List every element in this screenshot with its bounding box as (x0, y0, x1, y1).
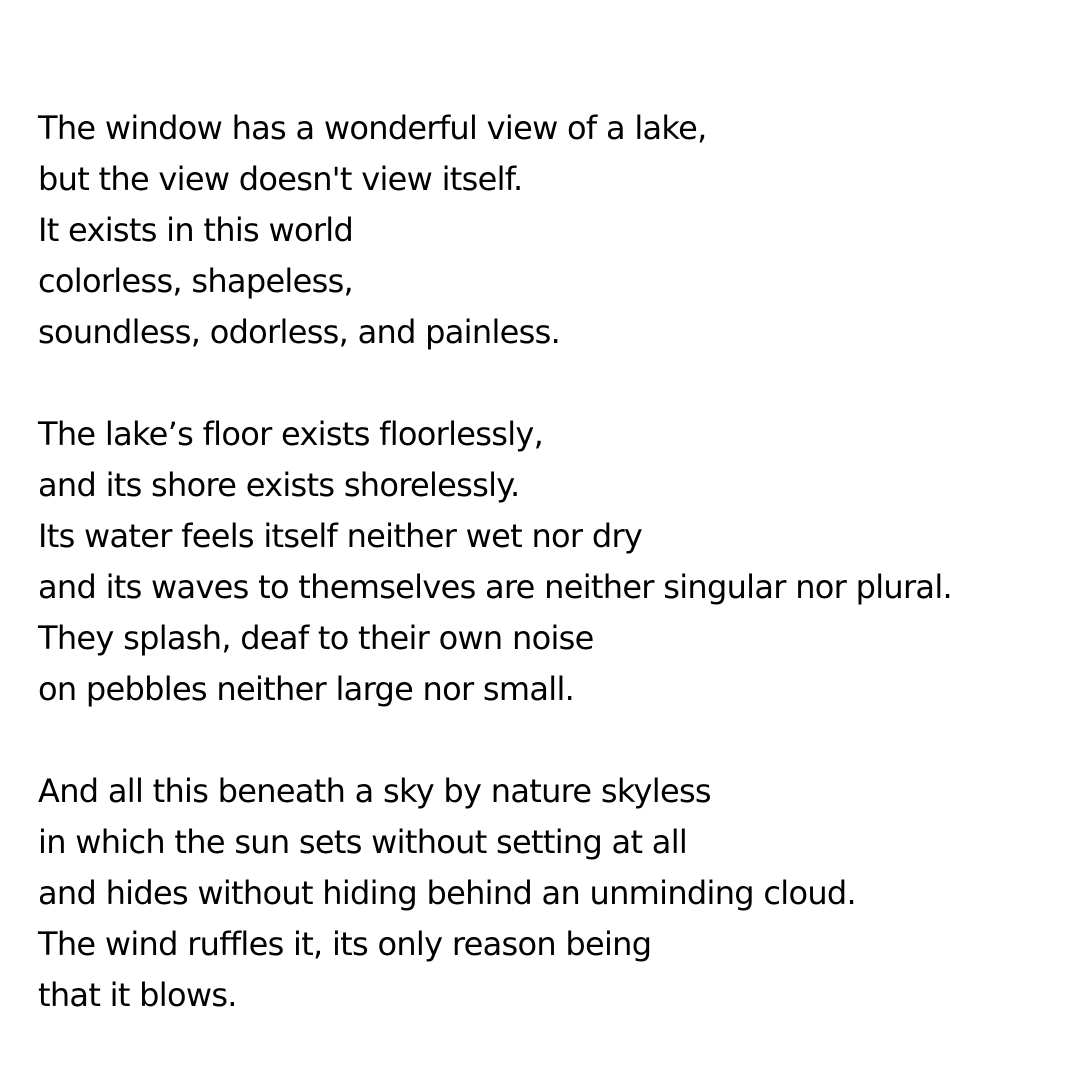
poem-line: soundless, odorless, and painless. (38, 313, 561, 351)
poem-line: on pebbles neither large nor small. (38, 670, 575, 708)
poem-line: It exists in this world (38, 211, 354, 249)
poem-line: And all this beneath a sky by nature skyless (38, 772, 711, 810)
poem (38, 103, 1068, 1021)
poem-line: in which the sun sets without setting at all (38, 823, 688, 861)
stanza-1 (38, 103, 1068, 358)
poem-line: The lake’s floor exists floorlessly, (38, 415, 544, 453)
poem-line: The window has a wonderful view of a lake, (38, 109, 707, 147)
stanza-3 (38, 766, 1068, 1021)
poem-line: They splash, deaf to their own noise (38, 619, 594, 657)
poem-line: that it blows. (38, 976, 237, 1014)
poem-line: The wind ruffles it, its only reason being (38, 925, 652, 963)
poem-line: colorless, shapeless, (38, 262, 354, 300)
stanza-2 (38, 409, 1068, 715)
poem-line: but the view doesn't view itself. (38, 160, 523, 198)
poem-line: and its waves to themselves are neither singular nor plural. (38, 568, 953, 606)
poem-line: and its shore exists shorelessly. (38, 466, 520, 504)
poem-line: Its water feels itself neither wet nor dry (38, 517, 643, 555)
poem-line: and hides without hiding behind an unminding cloud. (38, 874, 857, 912)
